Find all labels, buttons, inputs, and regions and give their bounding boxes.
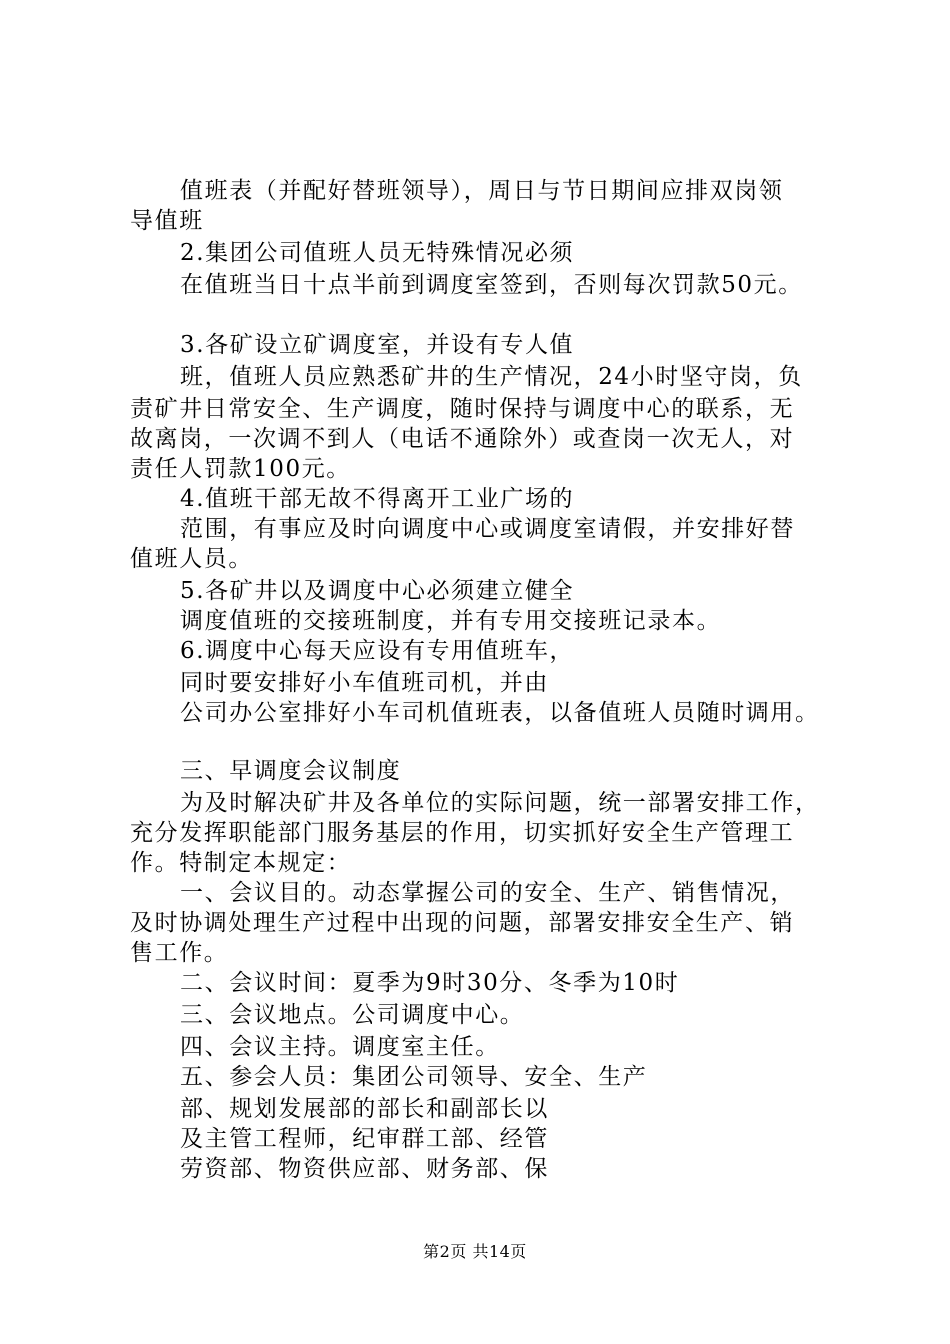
text-line: 劳资部、物资供应部、财务部、保 xyxy=(180,1156,549,1182)
text-line: 值班人员。 xyxy=(130,546,253,572)
text-line: 责矿井日常安全、生产调度，随时保持与调度中心的联系，无 xyxy=(130,396,795,422)
text-line: 公司办公室排好小车司机值班表，以备值班人员随时调用。 xyxy=(180,700,820,726)
text-line: 三、会议地点。公司调度中心。 xyxy=(180,1002,525,1028)
text-line: 3.各矿设立矿调度室，并设有专人值 xyxy=(180,332,575,358)
text-line: 二、会议时间：夏季为9时30分、冬季为10时 xyxy=(180,970,680,996)
text-line: 故离岗，一次调不到人（电话不通除外）或查岗一次无人，对 xyxy=(130,426,795,452)
text-line: 班，值班人员应熟悉矿井的生产情况，24小时坚守岗，负 xyxy=(180,364,803,390)
text-line: 四、会议主持。调度室主任。 xyxy=(180,1034,500,1060)
text-line: 4.值班干部无故不得离开工业广场的 xyxy=(180,486,575,512)
text-line: 部、规划发展部的部长和副部长以 xyxy=(180,1096,549,1122)
text-line: 责任人罚款100元。 xyxy=(130,456,351,482)
text-line: 调度值班的交接班制度，并有专用交接班记录本。 xyxy=(180,608,722,634)
text-line: 充分发挥职能部门服务基层的作用，切实抓好安全生产管理工 xyxy=(130,820,795,846)
text-line: 售工作。 xyxy=(130,940,229,966)
text-line: 6.调度中心每天应设有专用值班车， xyxy=(180,638,575,664)
text-line: 三、早调度会议制度 xyxy=(180,758,402,784)
text-line: 作。特制定本规定： xyxy=(130,850,352,876)
text-line: 同时要安排好小车值班司机，并由 xyxy=(180,670,549,696)
text-line: 及时协调处理生产过程中出现的问题，部署安排安全生产、销 xyxy=(130,910,795,936)
text-line: 在值班当日十点半前到调度室签到，否则每次罚款50元。 xyxy=(180,272,803,298)
text-line: 范围，有事应及时向调度中心或调度室请假，并安排好替 xyxy=(180,516,795,542)
text-line: 导值班 xyxy=(130,208,204,234)
text-line: 一、会议目的。动态掌握公司的安全、生产、销售情况， xyxy=(180,880,795,906)
text-line: 2.集团公司值班人员无特殊情况必须 xyxy=(180,240,575,266)
text-line: 为及时解决矿井及各单位的实际问题，统一部署安排工作， xyxy=(180,790,820,816)
text-line: 五、参会人员：集团公司领导、安全、生产 xyxy=(180,1064,648,1090)
text-line: 值班表（并配好替班领导），周日与节日期间应排双岗领 xyxy=(180,178,784,204)
page-footer: 第2页 共14页 xyxy=(423,1242,527,1261)
text-line: 及主管工程师，纪审群工部、经管 xyxy=(180,1126,549,1152)
text-line: 5.各矿井以及调度中心必须建立健全 xyxy=(180,578,575,604)
